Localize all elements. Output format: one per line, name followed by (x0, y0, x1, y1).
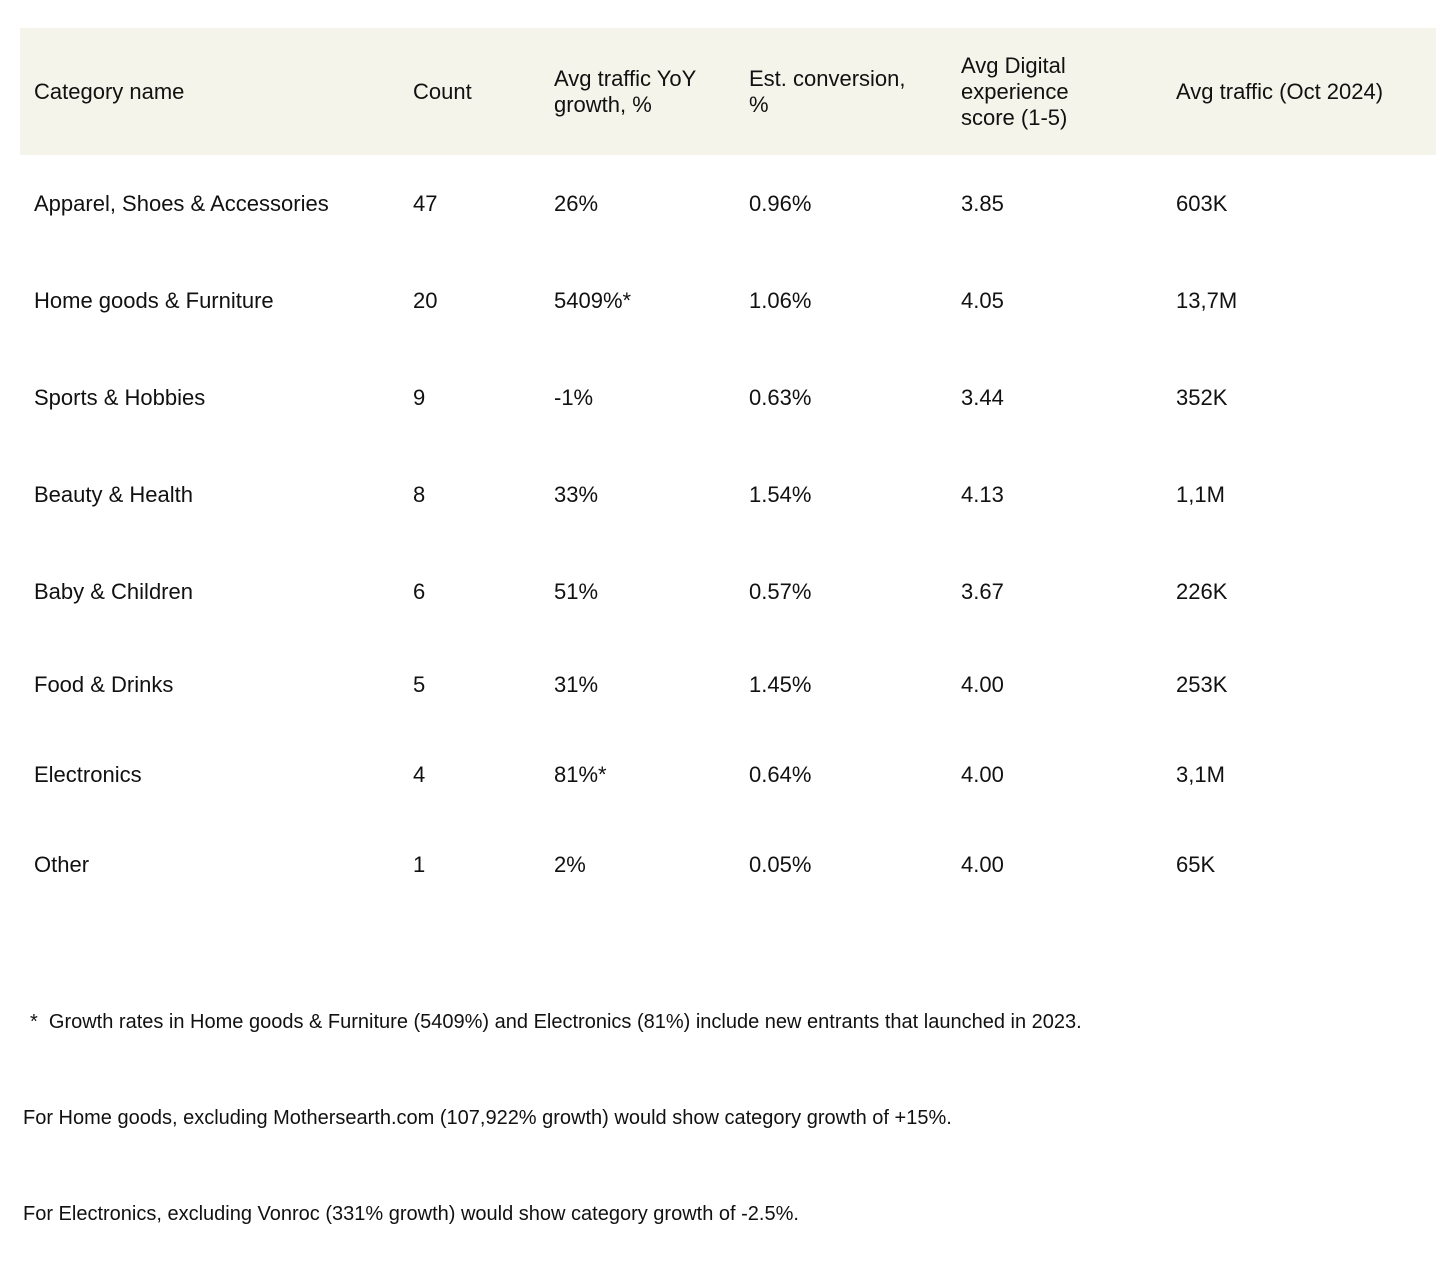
cell-avg-traffic: 65K (1176, 852, 1216, 877)
cell-dx-score: 4.05 (961, 287, 1004, 313)
cell-dx-score: 4.13 (961, 481, 1004, 507)
cell-dx-score: 4.00 (961, 852, 1004, 877)
cell-conversion: 1.45% (749, 672, 812, 697)
footnote-home-goods: For Home goods, excluding Mothersearth.com (107,922% growth) would show category growth of +15%. (23, 1107, 952, 1129)
col-header-conversion: Est. conversion, % (749, 65, 906, 117)
cell-avg-traffic: 1,1M (1176, 481, 1225, 507)
cell-count: 5 (413, 672, 426, 697)
cell-yoy-growth: 31% (554, 672, 599, 697)
cell-conversion: 0.57% (749, 578, 812, 604)
table-row-electronics (20, 730, 1436, 820)
cell-category: Apparel, Shoes & Accessories (34, 190, 329, 216)
footnote-growth-rates: * Growth rates in Home goods & Furniture (5409%) and Electronics (81%) include new entrants that launched in 2023. (30, 1011, 1082, 1033)
cell-category: Other (34, 852, 90, 877)
cell-category: Sports & Hobbies (34, 384, 206, 410)
cell-dx-score: 4.00 (961, 672, 1004, 697)
cell-yoy-growth: 2% (554, 852, 586, 877)
cell-avg-traffic: 603K (1176, 190, 1228, 216)
cell-dx-score: 4.00 (961, 762, 1004, 787)
cell-yoy-growth: -1% (554, 384, 594, 410)
cell-dx-score: 3.85 (961, 190, 1004, 216)
table-row-home-goods (20, 252, 1436, 349)
footnotes-block (23, 942, 1436, 1262)
cell-conversion: 1.06% (749, 287, 812, 313)
category-metrics-table (20, 28, 1436, 910)
table-row-beauty (20, 446, 1436, 543)
col-header-count: Count (413, 78, 472, 104)
col-header-dx-score: Avg Digital experience score (1-5) (961, 52, 1069, 130)
cell-yoy-growth: 51% (554, 578, 599, 604)
cell-conversion: 1.54% (749, 481, 812, 507)
cell-count: 20 (413, 287, 438, 313)
cell-avg-traffic: 13,7M (1176, 287, 1238, 313)
cell-conversion: 0.63% (749, 384, 812, 410)
table-row-other (20, 820, 1436, 910)
cell-yoy-growth: 26% (554, 190, 599, 216)
cell-avg-traffic: 352K (1176, 384, 1228, 410)
cell-category: Food & Drinks (34, 672, 174, 697)
cell-yoy-growth: 33% (554, 481, 599, 507)
cell-count: 6 (413, 578, 426, 604)
col-header-yoy-growth: Avg traffic YoY growth, % (554, 65, 696, 117)
cell-yoy-growth: 81%* (554, 762, 607, 787)
table-row-sports (20, 349, 1436, 446)
table-header-row (20, 28, 1436, 155)
cell-count: 47 (413, 190, 438, 216)
table-row-food (20, 640, 1436, 730)
cell-count: 8 (413, 481, 426, 507)
cell-dx-score: 3.44 (961, 384, 1004, 410)
table-row-apparel (20, 155, 1436, 252)
col-header-avg-traffic: Avg traffic (Oct 2024) (1176, 78, 1384, 104)
cell-dx-score: 3.67 (961, 578, 1004, 604)
cell-count: 9 (413, 384, 426, 410)
table-body (20, 155, 1436, 910)
cell-conversion: 0.96% (749, 190, 812, 216)
cell-count: 1 (413, 852, 426, 877)
cell-avg-traffic: 3,1M (1176, 762, 1225, 787)
footnote-electronics: For Electronics, excluding Vonroc (331% growth) would show category growth of -2.5%. (23, 1203, 799, 1225)
cell-category: Baby & Children (34, 578, 193, 604)
cell-category: Beauty & Health (34, 481, 193, 507)
cell-conversion: 0.05% (749, 852, 812, 877)
cell-conversion: 0.64% (749, 762, 812, 787)
col-header-category: Category name (34, 78, 185, 104)
cell-avg-traffic: 253K (1176, 672, 1228, 697)
cell-category: Electronics (34, 762, 142, 787)
table-row-baby (20, 543, 1436, 640)
cell-yoy-growth: 5409%* (554, 287, 632, 313)
cell-avg-traffic: 226K (1176, 578, 1228, 604)
cell-count: 4 (413, 762, 426, 787)
cell-category: Home goods & Furniture (34, 287, 274, 313)
